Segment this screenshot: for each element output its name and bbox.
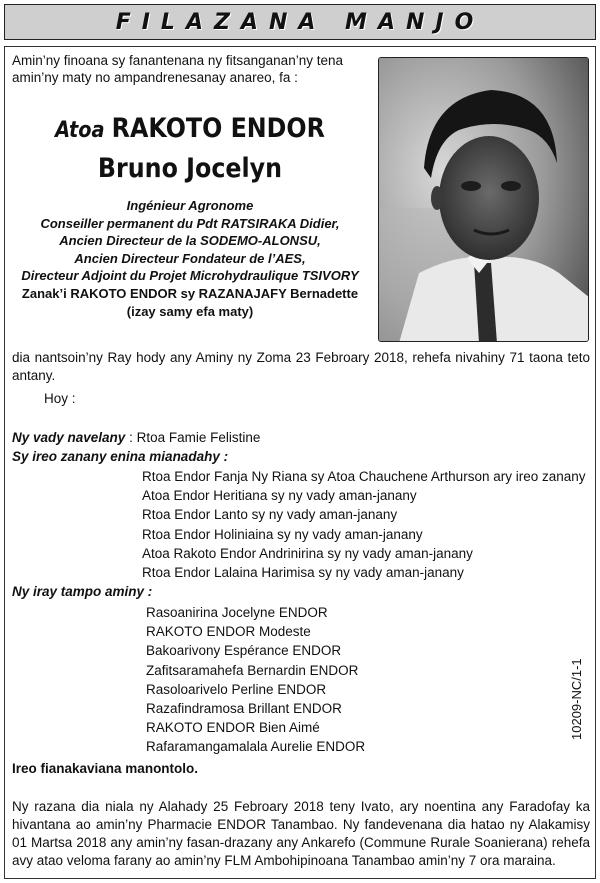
credential-line: Conseiller permanent du Pdt RATSIRAKA Didier, (40, 215, 340, 231)
list-item: Razafindramosa Brillant ENDOR (146, 701, 342, 717)
list-item: Rasoanirina Jocelyne ENDOR (146, 605, 328, 620)
siblings-list (146, 603, 365, 757)
intro-text: Amin’ny finoana sy fanantenana ny fitsanganan’ny tena amin’ny maty no ampandrenesanay anareo, fa : (12, 53, 343, 85)
list-item: RAKOTO ENDOR Bien Aimé (146, 720, 320, 736)
credential-line: Ancien Directeur de la SODEMO-ALONSU, (59, 233, 321, 249)
list-item: Zafitsaramahefa Bernardin ENDOR (146, 662, 359, 678)
funeral-details: Ny razana dia niala ny Alahady 25 Febroary 2018 teny Ivato, ary noentina any Faradofay ka hivantana ao amin’ny Pharmacie ENDOR Tanambao. Ny fandevenana dia hatao ny Alakamisy 01 Martsa 2018 any amin’ny fasan-drazany any Ankarefo (Commune Rurale Soanierana) rehefa avy atao veloma farany ao amin’ny FLM Ambohipinoana Tanambao amin’ny 7 ora maraina. (12, 799, 590, 868)
credentials-block (4, 197, 376, 320)
children-sep: : (219, 449, 229, 464)
siblings-label: Ny iray tampo aminy (12, 584, 145, 599)
death-notice: dia nantsoin’ny Ray hody any Aminy ny Zoma 23 Febroary 2018, rehefa nivahiny 71 taona teto antany. (12, 350, 590, 383)
children-label: Sy ireo zanany enina mianadahy (12, 449, 220, 464)
widow-sep: : (125, 430, 137, 445)
list-item: Rasoloarivelo Perline ENDOR (146, 681, 327, 697)
widow-label: Ny vady navelany (12, 430, 126, 445)
deceased-given-names: Bruno Jocelyn (97, 153, 283, 184)
portrait-photo (378, 57, 589, 342)
deceased-name (23, 113, 357, 144)
siblings-sep: : (144, 584, 153, 599)
list-item: Rtoa Endor Holiniaina sy ny vady aman-janany (142, 526, 423, 542)
children-list (142, 467, 586, 582)
parents-note: (izay samy efa maty) (126, 303, 254, 319)
list-item: Atoa Endor Heritiana sy ny vady aman-janany (142, 488, 417, 504)
widow-line (12, 429, 260, 447)
closing-signature: Ireo fianakaviana manontolo. (12, 761, 199, 776)
header-banner (4, 4, 596, 40)
credential-line: Ingénieur Agronome (126, 198, 254, 213)
deceased-surname: RAKOTO ENDOR (111, 113, 325, 144)
list-item: RAKOTO ENDOR Modeste (146, 624, 311, 640)
list-item: Atoa Rakoto Endor Andrinirina sy ny vady aman-janany (142, 545, 473, 561)
reference-code: 10209-NC/1-1 (569, 658, 584, 740)
list-item: Rtoa Endor Lanto sy ny vady aman-janany (142, 507, 398, 523)
credential-line: Ancien Directeur Fondateur de l’AES, (74, 250, 306, 266)
deceased-title: Atoa (55, 118, 105, 143)
header-title: FILAZANA MANJO (115, 9, 485, 35)
list-item: Rtoa Endor Fanja Ny Riana sy Atoa Chauchene Arthurson ary ireo zanany (142, 469, 586, 484)
list-item: Bakoarivony Espérance ENDOR (146, 643, 342, 659)
children-heading (12, 448, 228, 466)
widow-value: Rtoa Famie Felistine (136, 430, 261, 445)
parents-line: Zanak’i RAKOTO ENDOR sy RAZANAJAFY Bernadette (21, 285, 359, 301)
credential-line: Directeur Adjoint du Projet Microhydraulique TSIVORY (21, 268, 359, 284)
siblings-heading (12, 583, 152, 601)
hoy-label: Hoy : (44, 391, 76, 406)
list-item: Rtoa Endor Lalaina Harimisa sy ny vady aman-janany (142, 565, 464, 581)
list-item: Rafaramangamalala Aurelie ENDOR (146, 739, 366, 755)
